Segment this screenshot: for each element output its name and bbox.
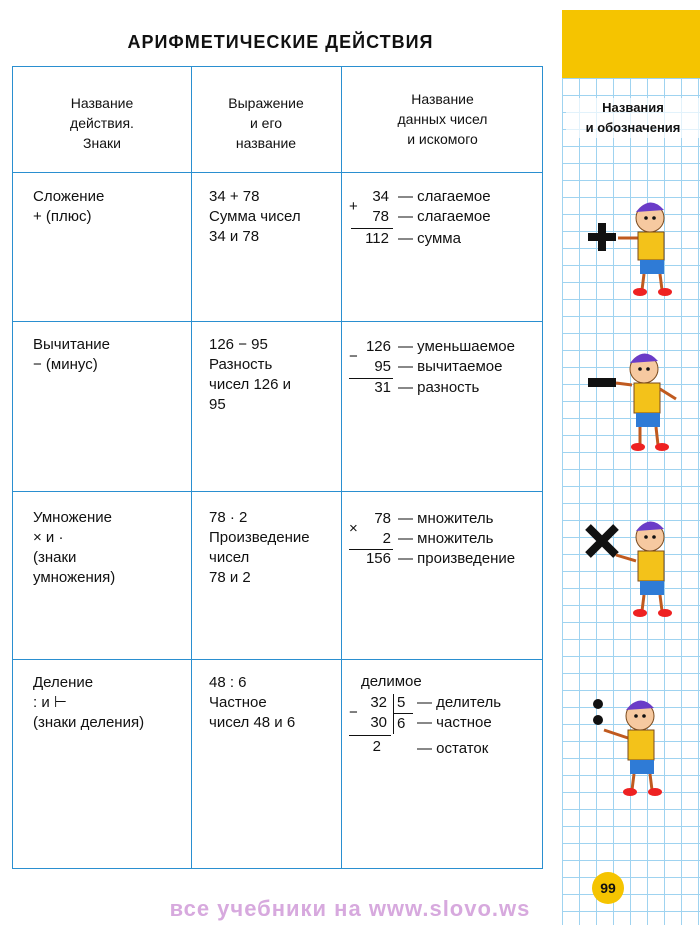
term-label: — разность xyxy=(398,379,480,396)
action-note: (знаки деления) xyxy=(33,714,145,731)
column-header-names xyxy=(341,89,544,149)
action-sign: : и ⊢ xyxy=(33,694,67,711)
action-sign: × и · xyxy=(33,529,64,546)
watermark: все учебники на www.slovo.ws xyxy=(169,896,531,921)
expression-line: Сумма чисел xyxy=(209,208,301,225)
term-label: — делитель xyxy=(417,694,502,711)
expression-line: 48 : 6 xyxy=(209,674,247,691)
table-divider xyxy=(13,172,542,173)
expression-subtraction xyxy=(209,335,291,415)
term-label: — частное xyxy=(417,714,492,731)
operations-table xyxy=(12,66,543,869)
sidebar-title xyxy=(566,98,700,138)
boy-minus-figure xyxy=(582,345,692,465)
action-name: Умножение xyxy=(33,509,113,526)
result: 156 xyxy=(365,550,391,567)
expression-addition xyxy=(209,187,301,247)
result: 112 xyxy=(365,230,389,247)
divide-sign xyxy=(593,699,603,709)
header-line: название xyxy=(235,135,297,151)
remainder-line xyxy=(349,735,391,736)
column-header-expression xyxy=(191,93,341,153)
expression-line: чисел xyxy=(209,549,250,566)
header-line: и искомого xyxy=(407,131,478,147)
expression-line: Разность xyxy=(209,356,273,373)
division-bar xyxy=(393,694,394,734)
expression-line: 34 и 78 xyxy=(209,228,260,245)
expression-line: 78 и 2 xyxy=(209,569,251,586)
expression-line: Произведение xyxy=(209,529,310,546)
table-divider xyxy=(13,659,542,660)
expression-line: чисел 126 и xyxy=(209,376,292,393)
remainder: 2 xyxy=(372,738,381,755)
minus-sign xyxy=(588,378,616,387)
expression-line: 34 + 78 xyxy=(209,188,260,205)
sidebar-title-line: Названия xyxy=(602,100,664,115)
action-note: умножения) xyxy=(33,569,116,586)
sidebar-title-line: и обозначения xyxy=(585,120,681,135)
header-line: Знаки xyxy=(83,135,121,151)
header-line: Название xyxy=(70,95,134,111)
action-subtraction xyxy=(33,335,110,375)
operand: 78 xyxy=(374,510,391,527)
term-label: — вычитаемое xyxy=(398,358,503,375)
header-line: данных чисел xyxy=(397,111,488,127)
result: 31 xyxy=(374,379,391,396)
sidebar-tab xyxy=(562,10,700,78)
dividend: 32 xyxy=(370,694,387,711)
term-label: — уменьшаемое xyxy=(398,338,515,355)
action-multiplication xyxy=(33,508,115,588)
action-division xyxy=(33,673,144,733)
expression-line: Частное xyxy=(209,694,267,711)
term-label: — произведение xyxy=(398,550,516,567)
quotient: 6 xyxy=(397,715,406,732)
operation-sign: × xyxy=(349,520,358,537)
header-line: Выражение xyxy=(228,95,304,111)
action-name: Деление xyxy=(33,674,94,691)
expression-line: 78 · 2 xyxy=(209,509,248,526)
operand: 95 xyxy=(374,358,391,375)
operation-sign: + xyxy=(349,198,358,215)
action-note: (знаки xyxy=(33,549,77,566)
times-sign xyxy=(588,527,616,555)
operand: 34 xyxy=(372,188,389,205)
divisor: 5 xyxy=(397,694,406,711)
page-number: 99 xyxy=(592,872,624,904)
operation-sign: − xyxy=(349,704,358,721)
term-label: — множитель xyxy=(398,510,494,527)
table-divider xyxy=(191,67,192,868)
expression-line: 95 xyxy=(209,396,226,413)
table-divider xyxy=(341,67,342,868)
expression-multiplication xyxy=(209,508,310,588)
table-divider xyxy=(13,321,542,322)
term-label: — множитель xyxy=(398,530,494,547)
term-label: — слагаемое xyxy=(398,188,491,205)
boy-times-figure xyxy=(582,515,692,635)
header-line: и его xyxy=(249,115,283,131)
operand: 2 xyxy=(382,530,391,547)
column-header-action xyxy=(13,93,191,153)
table-divider xyxy=(13,491,542,492)
action-addition xyxy=(33,187,104,227)
header-line: Название xyxy=(411,91,474,107)
boy-divide-figure xyxy=(582,690,692,810)
subtrahend: 30 xyxy=(370,714,387,731)
expression-line: 126 − 95 xyxy=(209,336,268,353)
action-sign: − (минус) xyxy=(33,356,98,373)
expression-division xyxy=(209,673,295,733)
operation-sign: − xyxy=(349,348,358,365)
term-label: — сумма xyxy=(398,230,461,247)
dividend-label: делимое xyxy=(361,673,422,690)
action-sign: + (плюс) xyxy=(33,208,92,225)
action-name: Сложение xyxy=(33,188,105,205)
expression-line: чисел 48 и 6 xyxy=(209,714,296,731)
header-line: действия. xyxy=(70,115,134,131)
operand: 78 xyxy=(372,208,389,225)
term-label: — остаток xyxy=(417,740,489,757)
page-title: АРИФМЕТИЧЕСКИЕ ДЕЙСТВИЯ xyxy=(127,32,434,52)
boy-plus-figure xyxy=(582,188,692,308)
action-name: Вычитание xyxy=(33,336,111,353)
operand: 126 xyxy=(365,338,391,355)
term-label: — слагаемое xyxy=(398,208,491,225)
